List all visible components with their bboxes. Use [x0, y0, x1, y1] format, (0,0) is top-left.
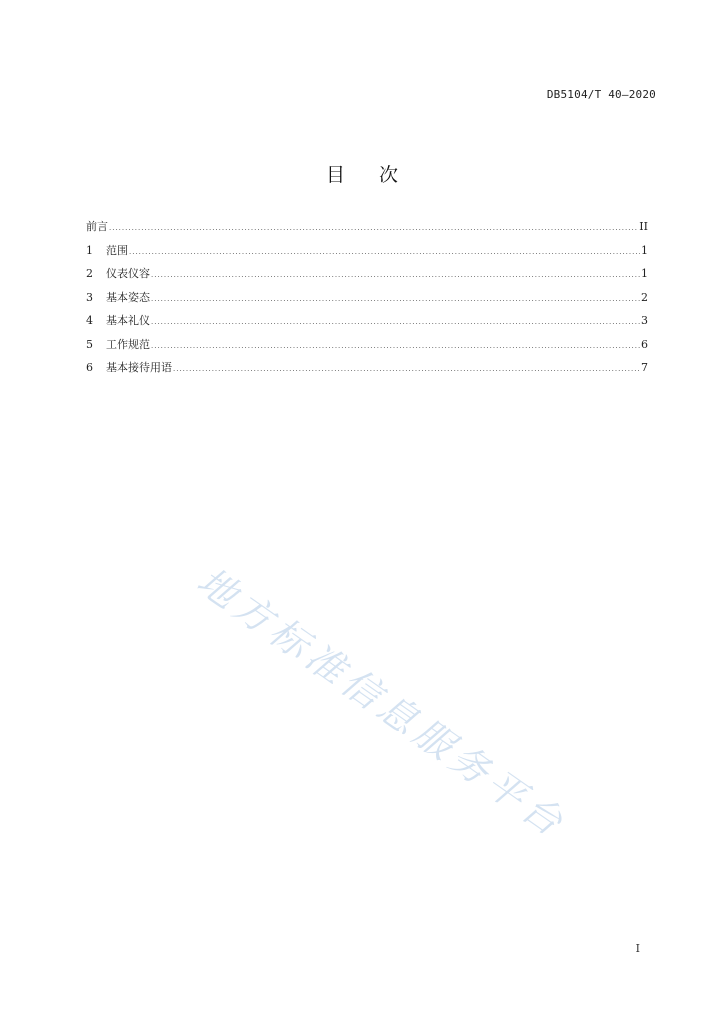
toc-entry-text: 基本姿态	[106, 290, 150, 304]
toc-entry-text: 仪表仪容	[106, 267, 150, 280]
toc-dot-leader	[151, 342, 640, 350]
toc-entry-page: 7	[641, 361, 648, 374]
toc-entry-scope[interactable]	[86, 242, 648, 266]
toc-dot-leader	[151, 295, 640, 303]
toc-dot-leader	[151, 318, 640, 326]
toc-entry-page: 6	[641, 337, 648, 351]
toc-entry-etiquette[interactable]	[86, 312, 648, 336]
toc-entry-text: 工作规范	[106, 337, 150, 351]
toc-entry-number: 3	[86, 290, 93, 304]
toc-title	[0, 160, 724, 187]
toc-entry-appearance[interactable]	[86, 265, 648, 289]
toc-entry-posture[interactable]	[86, 289, 648, 313]
toc-entry-text: 前言	[86, 220, 108, 233]
toc-title-part1: 目	[325, 164, 345, 186]
toc-entry-text: 基本礼仪	[106, 314, 150, 327]
toc-dot-leader	[129, 248, 640, 256]
toc-dot-leader	[151, 271, 640, 279]
toc-entry-number: 5	[86, 337, 93, 351]
toc-title-part2: 次	[379, 164, 399, 186]
toc-dot-leader	[109, 224, 638, 232]
document-code: DB5104/T 40—2020	[546, 88, 656, 101]
toc-entry-page: 3	[641, 314, 648, 327]
page-number: I	[635, 942, 640, 955]
toc-entry-reception-phrases[interactable]	[86, 359, 648, 383]
toc-entry-page: 1	[641, 243, 648, 257]
toc-entry-page: 1	[641, 267, 648, 280]
toc-entry-page: 2	[641, 290, 648, 304]
toc-entry-page: II	[639, 220, 648, 233]
toc-entry-text: 基本接待用语	[106, 361, 172, 374]
toc-dot-leader	[173, 365, 640, 373]
toc-entry-number: 1	[86, 243, 93, 257]
toc-entry-preface[interactable]	[86, 218, 648, 242]
toc-entry-work-standards[interactable]	[86, 336, 648, 360]
toc-entry-number: 4	[86, 314, 93, 327]
toc-entry-text: 范围	[106, 243, 128, 257]
toc-entry-number: 6	[86, 361, 93, 374]
toc-entry-number: 2	[86, 267, 93, 280]
toc-list	[86, 218, 648, 383]
watermark-text: 地方标准信息服务平台	[189, 558, 575, 848]
